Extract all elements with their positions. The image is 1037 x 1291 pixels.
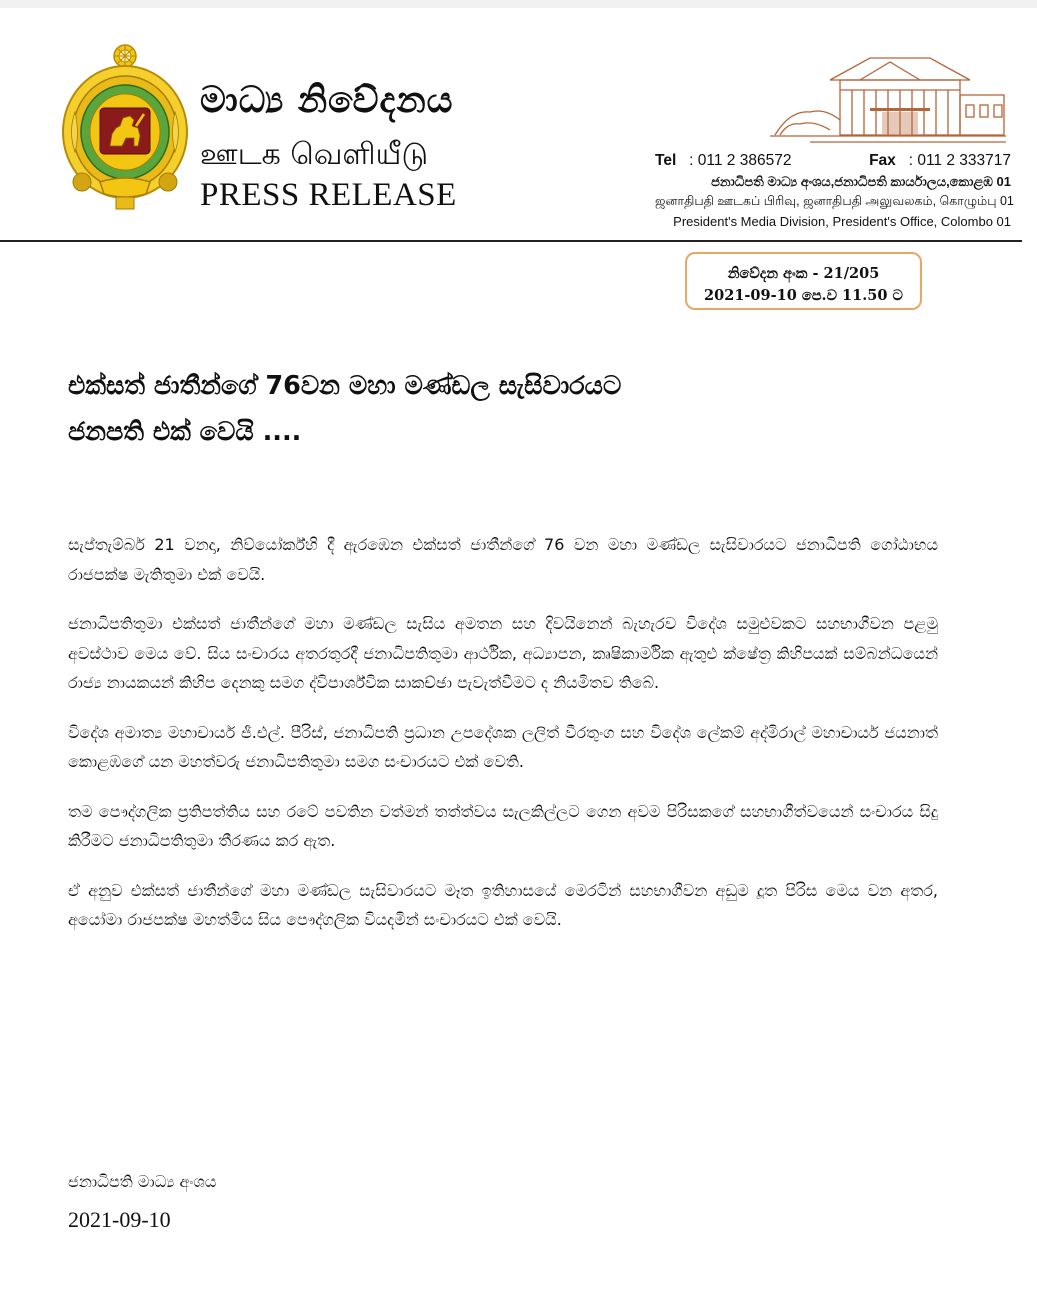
headline-line-1: එක්සත් ජාතීන්ගේ 76වන මහා මණ්ඩල සැසිවාරයට <box>68 371 622 401</box>
signature-division: ජනාධිපති මාධ්‍ය අංශය <box>68 1172 217 1191</box>
headline <box>68 363 948 455</box>
tel-label: Tel <box>655 152 677 169</box>
paragraph-3: විදේශ අමාත්‍ය මහාචාර්ය ජී.එල්. පීරිස්, ජනාධිපති ප්‍රධාන උපදේශක ලලිත් වීරතුංග සහ විදේශ ලේකම් අද්මිරාල් මහාචාර්ය ජයනාත් කොළඹගේ යන මහත්වරු ජනාධිපතිතුමා සමග සංචාරයට එක් වෙති. <box>68 722 938 771</box>
title-sinhala: මාධ්‍ය නිවේදනය <box>200 80 454 121</box>
paragraph-5: ඒ අනුව එක්සත් ජාතීන්ගේ මහා මණ්ඩල සැසිවාරයට මෑත ඉතිහාසයේ මෙරටින් සහභාගීවන අඩුම දූත පිරිස මෙය වන අතර, අයෝමා රාජපක්ෂ මහත්මිය සිය පෞද්ගලික වියදමින් සංචාරයට එක් වෙයි. <box>68 880 938 929</box>
address-english: President's Media Division, President's Office, Colombo 01 <box>673 214 1011 229</box>
title-english: PRESS RELEASE <box>200 177 457 213</box>
reference-box <box>685 252 922 310</box>
address-sinhala: ජනාධිපති මාධ්‍ය අංශය,ජනාධිපති කාර්යාලය,කොළඹ 01 <box>711 174 1011 189</box>
presidential-secretariat-building-icon <box>770 50 1006 150</box>
phone-fax-line <box>655 152 1011 170</box>
paragraph-2: ජනාධිපතිතුමා එක්සත් ජාතීන්ගේ මහා මණ්ඩල සැසිය අමතන සහ දිවයිනෙන් බැහැරව විදේශ සමුළුවකට සහභාගීවන පළමු අවස්ථාව මෙය වේ. සිය සංචාරය අතරතුරදී ජනාධිපතිතුමා ආර්ථික, අධ්‍යාපන, කෘෂිකාර්මික ඇතුළු ක්ෂේත්‍ර කිහිපයක් සම්බන්ධයෙන් රාජ්‍ය නායකයන් කිහිප දෙනකු සමග ද්විපාර්ශ්වික සාකච්ඡා පැවැත්වීමට ද නියමිතව තිබේ. <box>68 614 938 692</box>
fax-value: : 011 2 333717 <box>908 152 1011 169</box>
address-tamil: ஜனாதிபதி ஊடகப் பிரிவு, ஜனாதிபதி அலுவலகம், கொழும்பு 01 <box>655 194 1014 208</box>
signature-date: 2021-09-10 <box>68 1207 171 1232</box>
body-text <box>68 530 938 955</box>
paragraph-1: සැප්තැම්බර් 21 වනදා, නිව්යෝර්ක්හි දී ඇරඹෙන එක්සත් ජාතීන්ගේ 76 වන මහා මණ්ඩල සැසිවාරයට ජනාධිපති ගෝඨාභය රාජපක්ෂ මැතිතුමා එක් වෙයි. <box>68 535 938 584</box>
contact-block <box>655 152 1014 229</box>
sri-lanka-emblem-icon <box>60 42 190 212</box>
header-divider <box>0 240 1022 242</box>
reference-datetime: 2021-09-10 පෙ.ව 11.50 ට <box>704 287 903 304</box>
paragraph-4: තම පෞද්ගලික ප්‍රතිපත්තිය සහ රටේ පවතින වත්මන් තත්ත්වය සැලකිල්ලට ගෙන අවම පිරිසකගේ සහභාගීත්වයෙන් සංචාරය සිදු කිරීමට ජනාධිපතිතුමා තීරණය කර ඇත. <box>68 801 938 850</box>
headline-line-2: ජනපති එක් වෙයි .... <box>68 417 302 447</box>
fax-label: Fax <box>869 152 896 169</box>
tel-value: : 011 2 386572 <box>689 152 792 169</box>
top-strip <box>0 0 1037 8</box>
title-tamil: ஊடக வெளியீடு <box>200 137 429 172</box>
reference-number: නිවේදන අංක - 21/205 <box>727 265 880 282</box>
